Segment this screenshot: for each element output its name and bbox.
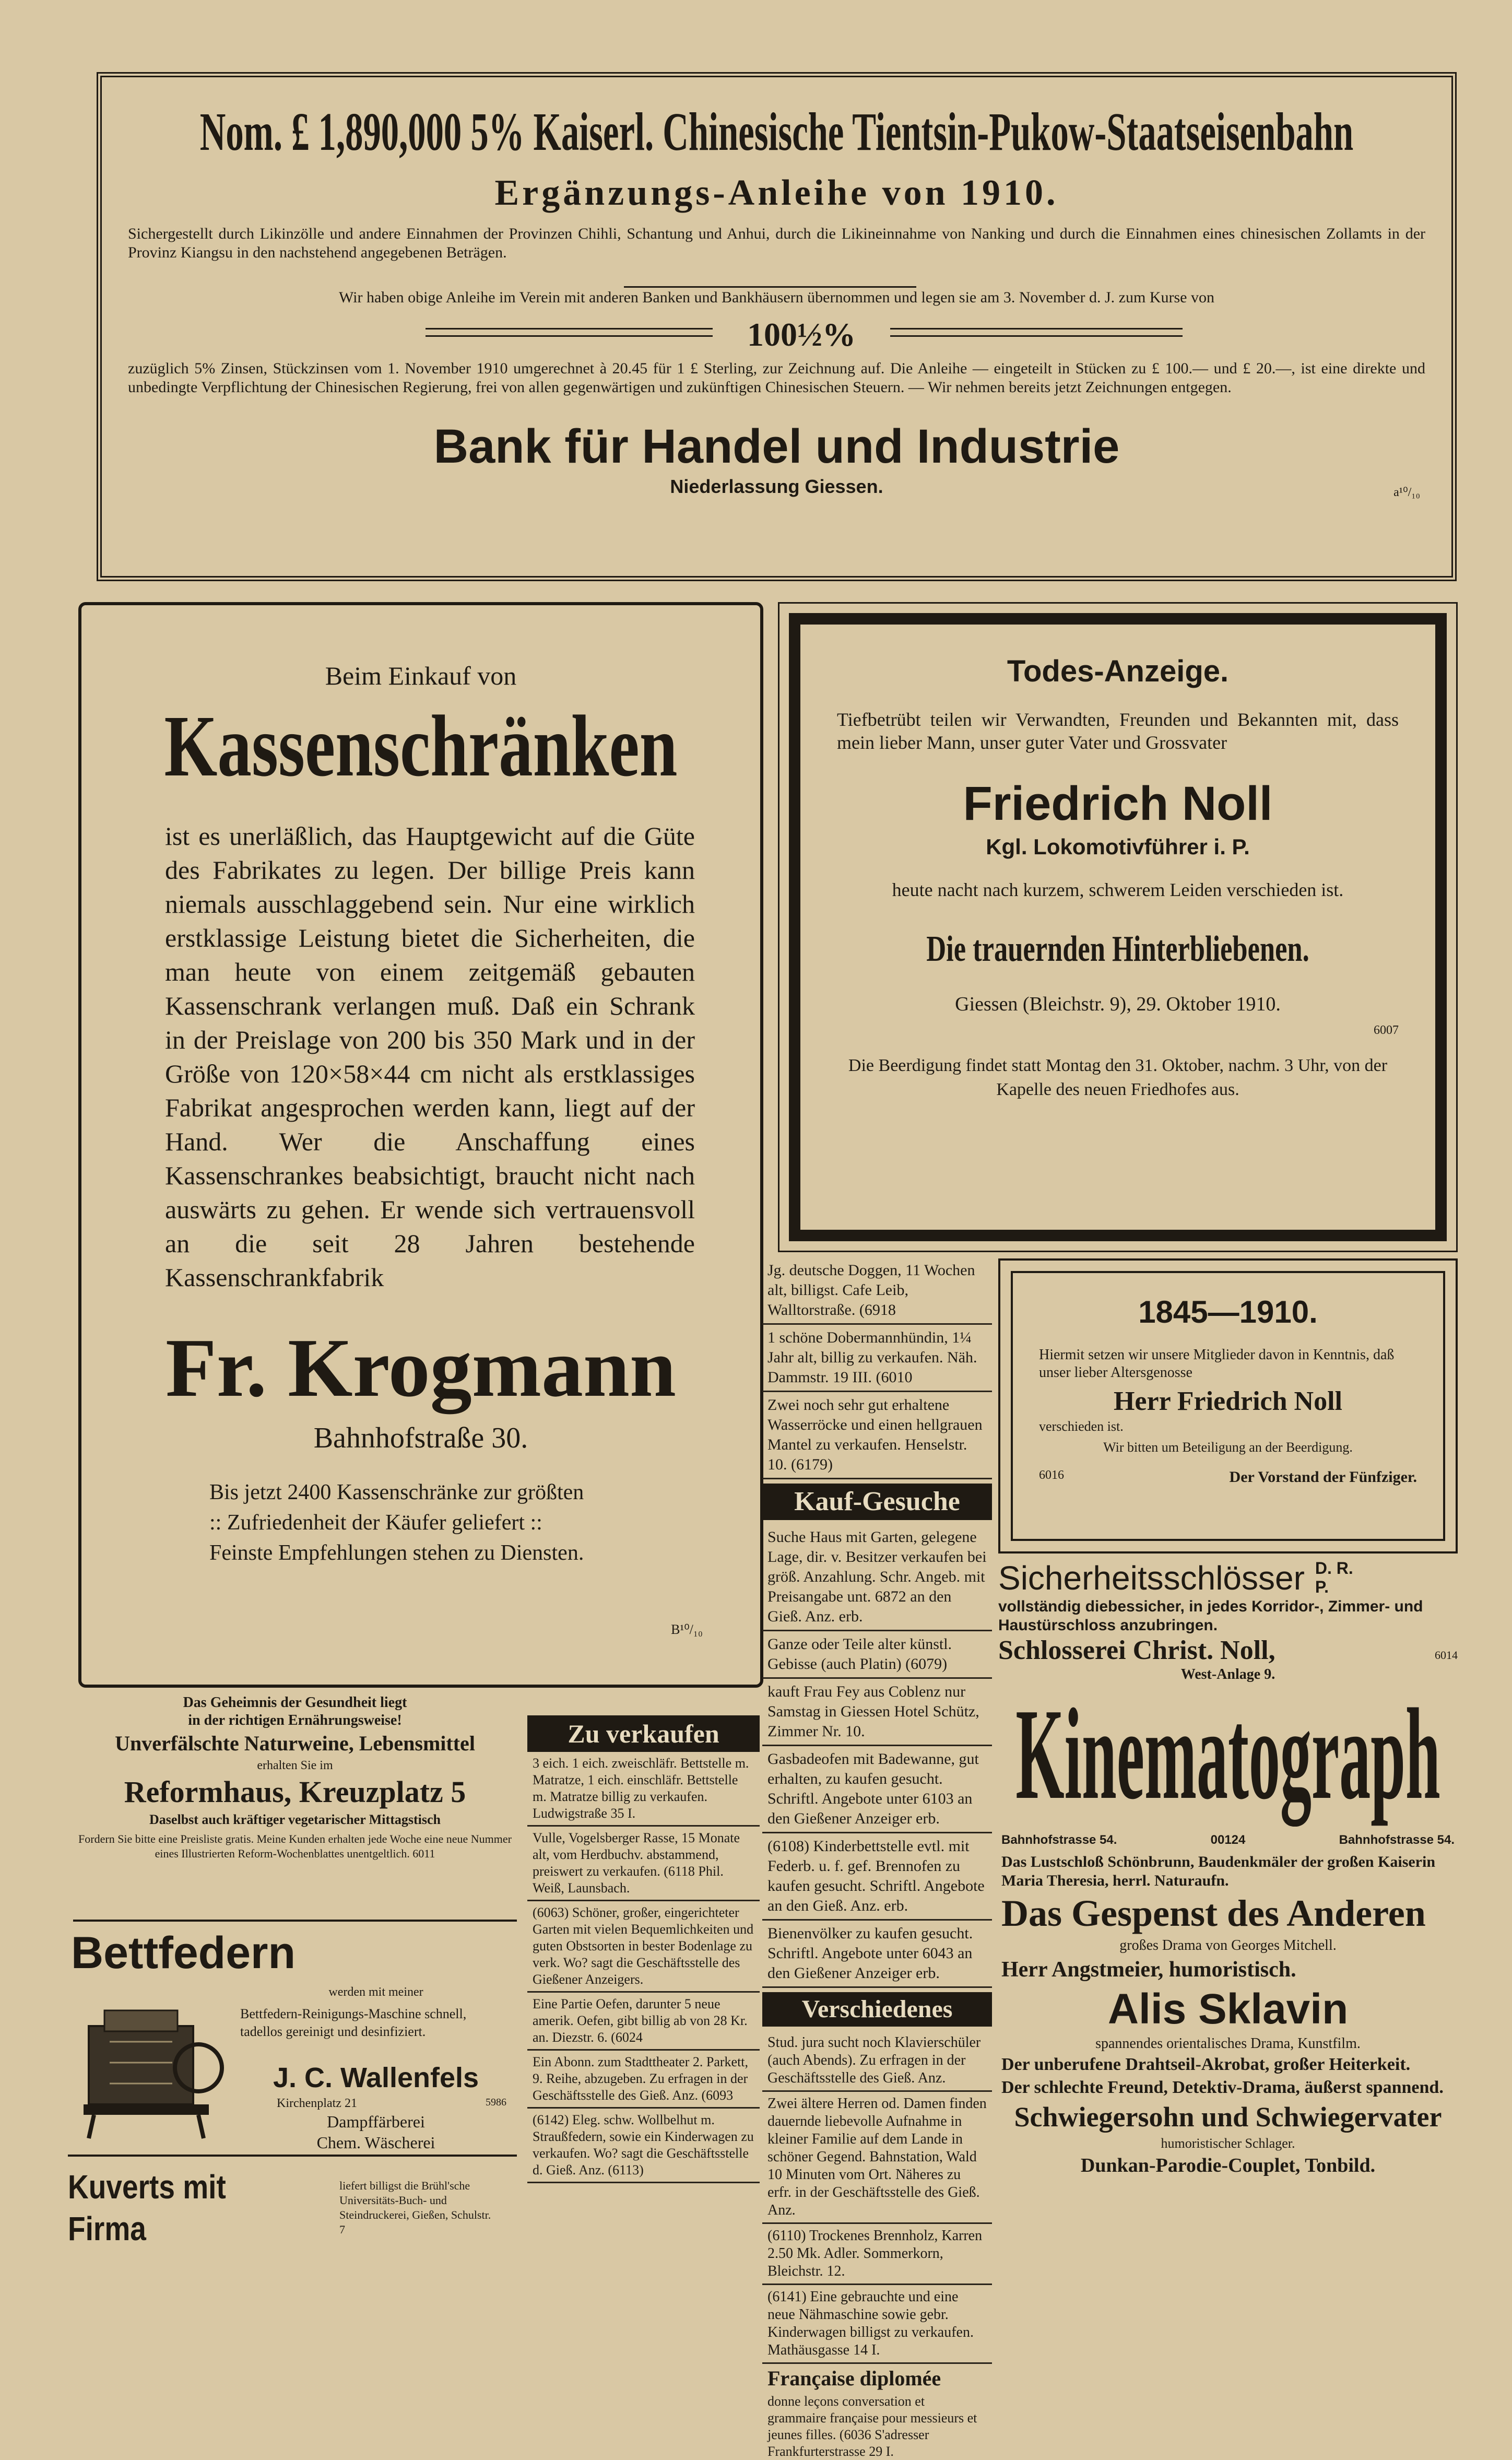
misc-item: Eine Partie Oefen, darunter 5 neue amerik. Oefen, gibt billig ab von 28 Kr. an. Diezstr. 6. (6024	[527, 1993, 760, 2051]
safe-address: Bahnhofstraße 30.	[313, 1422, 528, 1454]
mourners: Die trauernden Hinterbliebenen.	[926, 929, 1309, 969]
classified-item: Suche Haus mit Garten, gelegene Lage, dir. v. Besitzer verkaufen bei größ. Anzahlung. Schr. Angeb. mit Preisangabe unt. 6872 an den Gieß. Anz. erb.	[762, 1524, 992, 1631]
classified-item: Zwei ältere Herren od. Damen finden dauernde liebevolle Aufnahme in kleiner Familie auf dem Lande in schöner Gegend. Bahnstation, Wald 10 Minuten vom Ort. Näheres zu erfr. in der Geschäftsstelle des Gieß. Anz.	[762, 2092, 992, 2224]
health-line-4: erhalten Sie im	[257, 1759, 333, 1772]
loan-ad	[97, 72, 1457, 581]
locks-patent: D. R. P.	[1315, 1559, 1353, 1596]
bedding-line-1: werden mit meiner	[328, 1985, 423, 1999]
safe-headline: Kassenschränken	[164, 698, 678, 795]
french-body: donne leçons conversation et grammaire française pour messieurs et jeunes filles. (6036 S'adresser Frankfurterstrasse 29 I.	[767, 2394, 977, 2459]
french-title: Française diplomée	[767, 2367, 941, 2390]
safe-firm: Fr. Krogmann	[166, 1321, 676, 1414]
loan-rate: 100½%	[713, 316, 890, 353]
cinema-line-3: großes Drama von Georges Mitchell.	[1119, 1937, 1337, 1953]
death-notice	[789, 613, 1447, 1241]
jubilee-p3: Wir bitten um Beteiligung an der Beerdigung.	[1103, 1440, 1353, 1455]
jubilee-name: Herr Friedrich Noll	[1113, 1386, 1342, 1416]
bedding-line-2: Bettfedern-Reinigungs-Maschine schnell, tadellos gereinigt und desinfiziert.	[240, 2006, 467, 2039]
deceased-role: Kgl. Lokomotivführer i. P.	[986, 834, 1250, 859]
kauf-gesuche-header: Kauf-Gesuche	[762, 1484, 992, 1520]
sale-item: 3 eich. 1 eich. zweischläfr. Bettstelle m. Matratze, 1 eich. einschläfr. Bettstelle m. Matratze billig zu verkaufen. Ludwigstraße 35 I.	[527, 1752, 760, 1827]
bank-branch: Niederlassung Giessen.	[670, 476, 883, 497]
bedding-ad	[68, 1927, 517, 2157]
health-line-5: Daselbst auch kräftiger vegetarischer Mittagstisch	[149, 1812, 441, 1827]
loan-paragraph-2: Wir haben obige Anleihe im Verein mit anderen Banken und Bankhäusern übernommen und legen sie am 3. November d. J. zum Kurse von	[339, 289, 1214, 306]
bedding-line-4: Chem. Wäscherei	[316, 2133, 435, 2152]
safe-footer-3: Feinste Empfehlungen stehen zu Diensten.	[209, 1541, 584, 1565]
cinema-line-10: humoristischer Schlager.	[1161, 2136, 1295, 2151]
jubilee-code: 6016	[1039, 1468, 1064, 1482]
cinema-line-7: Der unberufene Drahtseil-Akrobat, großer Heiterkeit.	[1001, 2055, 1411, 2074]
cinema-title: Kinematograph	[1015, 1682, 1440, 1827]
bedding-address: Kirchenplatz 21	[277, 2097, 357, 2110]
death-line: heute nacht nach kurzem, schwerem Leiden verschieden ist.	[892, 879, 1344, 900]
cinema-line-5: Alis Sklavin	[1107, 1985, 1349, 2033]
loan-code: a¹⁰/₁₀	[1393, 486, 1420, 499]
cinema-line-4: Herr Angstmeier, humoristisch.	[1001, 1958, 1296, 1982]
health-ad	[73, 1692, 517, 1922]
misc-item: (6142) Eleg. schw. Wollbelhut m. Straußfedern, sowie ein Kinderwagen zu verkaufen. Wo? sagt die Geschäftsstelle d. Gieß. Anz. (6113)	[527, 2109, 760, 2183]
bedding-firm: J. C. Wallenfels	[273, 2062, 479, 2093]
cinema-address-2: Bahnhofstrasse 54.	[1339, 1833, 1455, 1847]
rate-rule-right-2	[890, 335, 1183, 337]
classified-item: Ganze oder Teile alter künstl. Gebisse (auch Platin) (6079)	[762, 1631, 992, 1679]
safe-footer-1: Bis jetzt 2400 Kassenschränke zur größten	[209, 1480, 584, 1504]
envelopes-body: liefert billigst die Brühl'sche Universitäts-Buch- und Steindruckerei, Gießen, Schulstr. 7	[339, 2179, 491, 2236]
deceased-name: Friedrich Noll	[963, 777, 1273, 830]
jubilee-years: 1845—1910.	[1138, 1294, 1318, 1329]
classified-item: (6108) Kinderbettstelle evtl. mit Federb. u. f. gef. Brennofen zu kaufen gesucht. Schriftl. Angebote an den Gieß. Anz. erb.	[762, 1833, 992, 1921]
sale-column	[527, 1715, 760, 2253]
locks-address: West-Anlage 9.	[1180, 1666, 1275, 1682]
jubilee-notice	[998, 1258, 1458, 1553]
jubilee-p1: Hiermit setzen wir unsere Mitglieder davon in Kenntnis, daß unser lieber Altersgenosse	[1039, 1347, 1395, 1381]
classified-item: Gasbadeofen mit Badewanne, gut erhalten, zu kaufen gesucht. Schriftl. Angebote unter 6103 an den Gießener Anzeiger erb.	[762, 1746, 992, 1833]
zu-verkaufen-header: Zu verkaufen	[527, 1715, 760, 1752]
classified-item: Stud. jura sucht noch Klavierschüler (auch Abends). Zu erfragen in der Geschäftsstelle des Gieß. Anz.	[762, 2031, 992, 2092]
bedding-line-3: Dampffärberei	[327, 2112, 425, 2131]
bedding-headline: Bettfedern	[71, 1928, 296, 1978]
locks-firm: Schlosserei Christ. Noll,	[998, 1635, 1275, 1665]
death-title: Todes-Anzeige.	[1007, 654, 1229, 688]
death-code: 6007	[1374, 1023, 1399, 1037]
reformhaus-name: Reformhaus, Kreuzplatz 5	[124, 1775, 466, 1809]
envelopes-ad	[68, 2162, 517, 2253]
classified-item: Zwei noch sehr gut erhaltene Wasserröcke und einen hellgrauen Mantel zu verkaufen. Henselstr. 10. (6179)	[762, 1392, 992, 1479]
cinema-address: Bahnhofstrasse 54.	[1001, 1833, 1117, 1847]
classified-item: (6110) Trockenes Brennholz, Karren 2.50 Mk. Adler. Sommerkorn, Bleichstr. 12.	[762, 2224, 992, 2285]
rate-rule-right	[890, 328, 1183, 329]
health-line-1: Das Geheimnis der Gesundheit liegt	[183, 1694, 407, 1711]
bank-name: Bank für Handel und Industrie	[433, 420, 1120, 473]
bedding-code: 5986	[486, 2097, 506, 2108]
health-line-3: Unverfälschte Naturweine, Lebensmittel	[115, 1732, 475, 1755]
classified-item: Bienenvölker zu kaufen gesucht. Schriftl. Angebote unter 6043 an den Gießener Anzeiger erb.	[762, 1921, 992, 1988]
loan-paragraph-3: zuzüglich 5% Zinsen, Stückzinsen vom 1. November 1910 umgerechnet à 20.45 für 1 £ Sterling, zur Zeichnung auf. Die Anleihe — eingeteilt in Stücken zu £ 100.— und £ 20.—, ist eine direkte und unbedingte Verpflichtung der Chinesischen Regierung, frei von allen gegenwärtigen und zukünftigen Chinesischen Steuern. — Wir nehmen bereits jetzt Zeichnungen entgegen.	[128, 360, 1425, 396]
cleaning-machine-illustration	[73, 1990, 230, 2146]
cinema-ad	[998, 1676, 1458, 2256]
safe-ad	[78, 602, 763, 1688]
loan-subtitle: Ergänzungs-Anleihe von 1910.	[494, 173, 1059, 213]
classified-item: Jg. deutsche Doggen, 11 Wochen alt, billigst. Cafe Leib, Walltorstraße. (6918	[762, 1257, 992, 1325]
loan-headline: Nom. £ 1,890,000 5% Kaiserl. Chinesische Tientsin-Pukow-Staatseisenbahn	[199, 102, 1354, 162]
sale-item: Vulle, Vogelsberger Rasse, 15 Monate alt, vom Herdbuchv. abstammend, preiswert zu verkaufen. (6118 Phil. Weiß, Launsbach.	[527, 1827, 760, 1901]
jubilee-p2: verschieden ist.	[1039, 1419, 1124, 1434]
locks-desc: vollständig diebessicher, in jedes Korridor-, Zimmer- und Haustürschloss anzubringen.	[998, 1598, 1423, 1634]
classified-item: (6141) Eine gebrauchte und eine neue Nähmaschine sowie gebr. Kinderwagen billigst zu verkaufen. Mathäusgasse 14 I.	[762, 2285, 992, 2364]
misc-item: Ein Abonn. zum Stadttheater 2. Parkett, 9. Reihe, abzugeben. Zu erfragen in der Geschäftsstelle des Gieß. Anz. (6093	[527, 2051, 760, 2109]
death-intro: Tiefbetrübt teilen wir Verwandten, Freunden und Bekannten mit, dass mein lieber Mann, unser guter Vater und Grossvater	[837, 709, 1399, 753]
safe-body: ist es unerläßlich, das Hauptgewicht auf die Güte des Fabrikates zu legen. Der billige Preis kann niemals ausschlaggebend sein. Nur eine wirklich erstklassige Leistung bietet die Sicherheiten, die man heute von einem zeitgemäß gebauten Kassenschrank verlangen muß. Daß ein Schrank in der Preislage von 200 bis 350 Mark und in der Größe von 120×58×44 cm nicht als erstklassiges Fabrikat angesprochen werden kann, liegt auf der Hand. Wer die Anschaffung eines Kassenschrankes beabsichtigt, braucht nicht nach auswärts zu gehen. Er wende sich vertrauensvoll an die seit 28 Jahren bestehende Kassenschrankfabrik	[165, 821, 695, 1292]
classified-item: 1 schöne Dobermannhündin, 1¼ Jahr alt, billig zu verkaufen. Näh. Dammstr. 19 III. (6010	[762, 1325, 992, 1392]
locks-code: 6014	[1435, 1649, 1458, 1662]
verschiedenes-header: Verschiedenes	[762, 1992, 992, 2027]
funeral-info: Die Beerdigung findet statt Montag den 31. Oktober, nachm. 3 Uhr, von der Kapelle des neuen Friedhofes aus.	[848, 1056, 1388, 1099]
cinema-line-9: Schwiegersohn und Schwiegervater	[1014, 2101, 1442, 2133]
envelopes-headline: Kuverts mit Firma	[68, 2168, 226, 2247]
jubilee-sign: Der Vorstand der Fünfziger.	[1229, 1468, 1417, 1486]
health-line-2: in der richtigen Ernährungsweise!	[188, 1712, 402, 1728]
safe-footer-2: :: Zufriedenheit der Käufer geliefert ::	[209, 1511, 542, 1535]
place-date: Giessen (Bleichstr. 9), 29. Oktober 1910.	[955, 993, 1281, 1015]
cinema-line-2: Das Gespenst des Anderen	[1001, 1892, 1426, 1934]
cinema-line-1: Das Lustschloß Schönbrunn, Baudenkmäler der großen Kaiserin Maria Theresia, herrl. Naturaufn.	[1001, 1853, 1436, 1889]
cinema-code: 00124	[1210, 1833, 1246, 1847]
cinema-line-6: spannendes orientalisches Drama, Kunstfilm.	[1095, 2035, 1361, 2052]
divider	[624, 286, 916, 288]
loan-paragraph-1: Sichergestellt durch Likinzölle und andere Einnahmen der Provinzen Chihli, Schantung und Anhui, durch die Likineinnahme von Nanking und durch die Einnahmen eines chinesischen Zollamts in der Provinz Kiangsu in den nachstehend angegebenen Beträgen.	[128, 225, 1425, 261]
cinema-line-11: Dunkan-Parodie-Couplet, Tonbild.	[1080, 2155, 1376, 2176]
safe-intro: Beim Einkauf von	[325, 661, 517, 690]
jubilee-inner	[1011, 1271, 1445, 1541]
death-notice-frame	[778, 602, 1458, 1252]
safe-code: B¹⁰/₁₀	[671, 1622, 703, 1637]
health-line-6: Fordern Sie bitte eine Preisliste gratis. Meine Kunden erhalten jede Woche eine neue Nummer eines Illustrierten Reform-Wochenblattes unentgeltlich. 6011	[78, 1832, 512, 1860]
locks-ad	[998, 1559, 1458, 1682]
locks-title: Sicherheitsschlösser	[998, 1559, 1305, 1597]
classified-item: kauft Frau Fey aus Coblenz nur Samstag in Giessen Hotel Schütz, Zimmer Nr. 10.	[762, 1679, 992, 1746]
misc-item: (6063) Schöner, großer, eingerichteter Garten mit vielen Bequemlichkeiten und guten Obstsorten in bester Bodenlage zu verk. Wo? sagt die Geschäftsstelle des Gießener Anzeigers.	[527, 1901, 760, 1993]
cinema-line-8: Der schlechte Freund, Detektiv-Drama, äußerst spannend.	[1001, 2078, 1444, 2097]
